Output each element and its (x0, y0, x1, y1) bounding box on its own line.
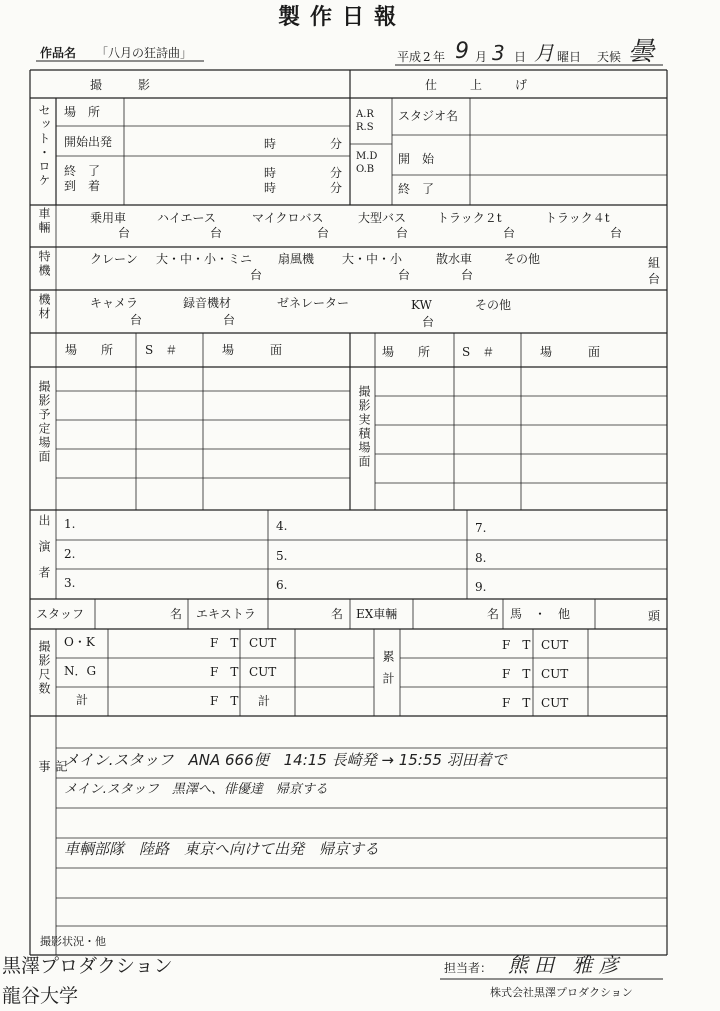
work-title: 「八月の狂詩曲」 (96, 46, 193, 60)
vehicle-microbus: マイクロバス (252, 211, 324, 225)
note-line-3: 車輌部隊 陸路 東京へ向けて出発 帰京する (64, 840, 380, 858)
planned-scene-header: 場 面 (222, 343, 283, 357)
note-line-2: メイン.スタッフ 黒澤へ、俳優達 帰京する (64, 782, 328, 797)
start-label: 開 始 (398, 152, 435, 166)
cast-number-3: 3. (64, 576, 76, 590)
extra-label: エキストラ (196, 607, 256, 621)
departure-minute-label: 分 (330, 137, 343, 151)
horse-unit: 頭 (648, 609, 661, 623)
departure-hour-label: 時 (264, 137, 277, 151)
crane-size: 大・中・小・ミニ (156, 252, 253, 266)
date-year-unit: 年 (433, 50, 446, 64)
vehicle-bus: 大型バス (358, 211, 407, 225)
planned-place-header: 場 所 (65, 343, 114, 357)
special-other-label: その他 (504, 252, 541, 266)
cumulative-label: 累計 (381, 650, 395, 694)
shooting-header: 撮 影 (90, 78, 151, 92)
arrival-label: 到 着 (64, 179, 101, 193)
actual-scenes-label: 撮影実積場面 (357, 385, 371, 469)
date-day-unit: 日 (514, 50, 527, 64)
finish-end-label: 終 了 (398, 182, 435, 196)
special-unit-4: 台 (648, 272, 661, 286)
equipment-other: その他 (475, 298, 512, 312)
cum-ft-unit-1: F T (502, 638, 531, 652)
ex-vehicle-unit: 名 (487, 607, 500, 621)
vehicle-sedan: 乗用車 (90, 211, 127, 225)
planned-scenes-label: 撮影予定場面 (37, 380, 51, 464)
total-ft-unit: F T (210, 694, 239, 708)
md-ob-label: M.D O.B (356, 151, 378, 175)
date-weekday: 月 (534, 41, 554, 65)
footage-total-label: 計 (76, 693, 89, 707)
reporter-label: 担当者： (444, 961, 493, 975)
ok-ft-unit: F T (210, 636, 239, 650)
watermark-kurosawa: 黒澤プロダクション (2, 955, 173, 977)
actual-place-header: 場 所 (382, 345, 431, 359)
cum-ft-unit-2: F T (502, 667, 531, 681)
vehicle-truck4t: トラック４t (545, 211, 610, 225)
ng-ft-unit: F T (210, 665, 239, 679)
form-title: 製作日報 (278, 4, 407, 30)
cum-cut-unit-3: CUT (541, 696, 569, 710)
total-total-unit: 計 (258, 694, 271, 708)
date-month-unit: 月 (475, 50, 488, 64)
note-line-1: メイン.スタッフ ANA 666便 14:15 長崎発 → 15:55 羽田着で (64, 751, 507, 769)
notes-label: 記 事 (37, 760, 68, 984)
equipment-generator: ゼネレーター (277, 296, 350, 310)
vehicle-unit-2: 台 (210, 226, 223, 240)
equipment-label: 機材 (37, 293, 51, 321)
vehicles-label: 車輛 (37, 207, 51, 235)
horse-label: 馬 ・ 他 (510, 607, 571, 621)
reporter-name: 熊田 雅彦 (508, 953, 625, 977)
equipment-unit-2: 台 (223, 313, 236, 327)
crane-label: クレーン (90, 252, 138, 266)
planned-sno-header: S ＃ (145, 343, 178, 357)
date-year: 2 (423, 50, 431, 64)
arrival-hour-label: 時 (264, 181, 277, 195)
vehicle-unit-4: 台 (396, 226, 409, 240)
arrival-minute-label: 分 (330, 181, 343, 195)
staff-label: スタッフ (36, 607, 85, 621)
departure-label: 開始出発 (64, 135, 113, 149)
cast-number-6: 6. (276, 578, 288, 592)
weather-value: 曇 (628, 37, 655, 67)
staff-unit: 名 (170, 607, 183, 621)
cast-number-8: 8. (475, 551, 487, 565)
cast-number-4: 4. (276, 519, 288, 533)
equipment-unit-3: 台 (422, 315, 435, 329)
cum-cut-unit-1: CUT (541, 638, 569, 652)
finishing-header: 仕 上 げ (425, 78, 531, 92)
reporter-underline (440, 978, 665, 981)
ng-label: N．G (64, 664, 97, 678)
equipment-kw: KW (411, 298, 432, 312)
ar-rs-label: A.R R.S (356, 109, 374, 133)
actual-scene-header: 場 面 (540, 345, 601, 359)
special-unit-2: 台 (398, 268, 411, 282)
cast-number-2: 2. (64, 547, 76, 561)
special-label: 特機 (37, 250, 51, 278)
ng-cut-unit: CUT (249, 665, 277, 679)
fan-label: 扇風機 (278, 252, 315, 266)
place-label: 場 所 (64, 105, 101, 119)
special-unit-1: 台 (250, 268, 263, 282)
cum-ft-unit-3: F T (502, 696, 531, 710)
ok-label: O・K (64, 635, 95, 649)
date-month: 9 (455, 39, 469, 64)
cum-cut-unit-2: CUT (541, 667, 569, 681)
ex-vehicle-label: EX車輛 (356, 607, 398, 621)
vehicle-unit-3: 台 (317, 226, 330, 240)
date-era: 平成 (397, 50, 422, 64)
equipment-camera: キャメラ (90, 296, 139, 310)
vehicle-unit-5: 台 (503, 226, 516, 240)
cast-number-9: 9. (475, 580, 487, 594)
company-name: 株式会社黒澤プロダクション (490, 986, 633, 999)
vehicle-hiace: ハイエース (157, 211, 216, 225)
date-weekday-unit: 曜日 (557, 50, 582, 64)
cast-number-1: 1. (64, 517, 76, 531)
studio-label: スタジオ名 (398, 109, 459, 123)
fan-size: 大・中・小 (342, 252, 403, 266)
sprinkler-label: 散水車 (436, 252, 473, 266)
vehicle-unit-6: 台 (610, 226, 623, 240)
ok-cut-unit: CUT (249, 636, 277, 650)
end-hour-label: 時 (264, 166, 277, 180)
weather-label: 天候 (597, 50, 622, 64)
shooting-status-label: 撮影状況・他 (40, 935, 106, 948)
cast-number-5: 5. (276, 549, 288, 563)
date-day: 3 (492, 41, 505, 65)
work-label: 作品名 (40, 46, 77, 60)
special-unit-3: 台 (461, 268, 474, 282)
end-label: 終 了 (64, 164, 101, 178)
watermark-ryukoku: 龍谷大学 (2, 985, 79, 1007)
vehicle-unit-1: 台 (118, 226, 131, 240)
end-minute-label: 分 (330, 166, 343, 180)
actual-sno-header: S ＃ (462, 345, 495, 359)
equipment-sound: 録音機材 (183, 296, 232, 310)
equipment-unit-1: 台 (130, 313, 143, 327)
cast-label: 出演者 (37, 514, 51, 592)
cast-number-7: 7. (475, 521, 487, 535)
footage-label: 撮影尺数 (37, 640, 51, 696)
special-set-unit: 組 (648, 256, 661, 270)
vehicle-truck2t: トラック２t (437, 211, 502, 225)
extra-unit: 名 (331, 607, 344, 621)
set-location-label: セット・ロケ (37, 104, 51, 188)
